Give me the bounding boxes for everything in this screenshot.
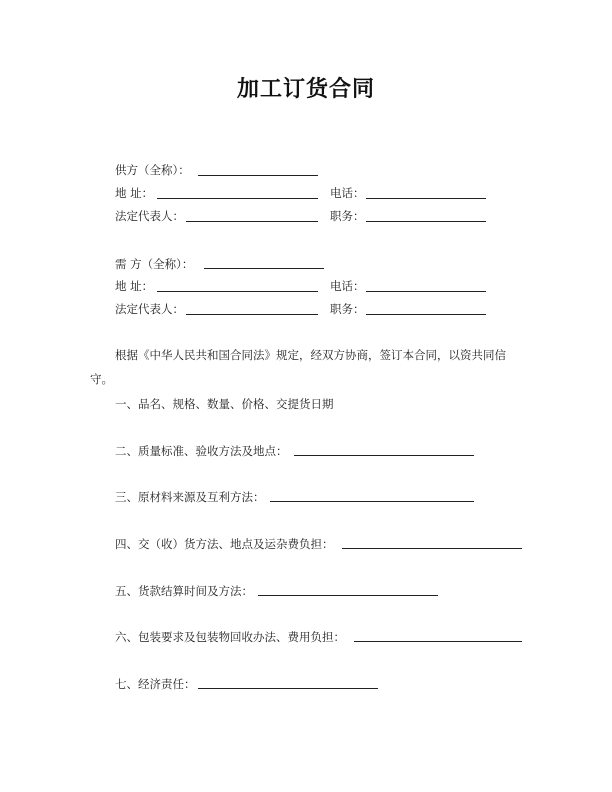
clause-1: 一、品名、规格、数量、价格、交提货日期 <box>115 397 334 411</box>
buyer-position-field[interactable] <box>366 314 486 315</box>
supplier-rep-field[interactable] <box>186 221 318 222</box>
buyer-phone-label: 电话： <box>330 279 365 293</box>
buyer-name-field[interactable] <box>204 268 324 269</box>
clause-7-field[interactable] <box>198 688 378 689</box>
buyer-name-label: 需 方（全称）： <box>115 257 194 271</box>
clause-5-field[interactable] <box>258 595 438 596</box>
document-title: 加工订货合同 <box>236 77 375 102</box>
clause-6-field[interactable] <box>354 641 522 642</box>
clause-3-field[interactable] <box>270 501 474 502</box>
supplier-name-field[interactable] <box>198 175 318 176</box>
clause-4: 四、交（收）货方法、地点及运杂费负担： <box>115 537 334 551</box>
buyer-rep-label: 法定代表人： <box>115 302 184 316</box>
supplier-address-label: 地 址： <box>115 186 154 200</box>
buyer-rep-field[interactable] <box>186 314 318 315</box>
supplier-phone-label: 电话： <box>330 186 365 200</box>
buyer-phone-field[interactable] <box>366 291 486 292</box>
clause-7: 七、经济责任： <box>115 677 196 691</box>
intro-paragraph: 根据《中华人民共和国合同法》规定，经双方协商，签订本合同，以资共同信 <box>115 348 506 362</box>
supplier-address-field[interactable] <box>157 198 318 199</box>
buyer-address-field[interactable] <box>157 291 318 292</box>
intro-paragraph-cont: 守。 <box>90 372 113 386</box>
clause-4-field[interactable] <box>342 548 522 549</box>
clause-6: 六、包装要求及包装物回收办法、费用负担： <box>115 630 345 644</box>
clause-2: 二、质量标准、验收方法及地点： <box>115 444 288 458</box>
supplier-position-label: 职务： <box>330 209 365 223</box>
clause-3: 三、原材料来源及互利方法： <box>115 490 265 504</box>
supplier-name-label: 供方（全称）： <box>115 163 190 177</box>
supplier-position-field[interactable] <box>366 221 486 222</box>
supplier-rep-label: 法定代表人： <box>115 209 184 223</box>
supplier-phone-field[interactable] <box>366 198 486 199</box>
buyer-address-label: 地 址： <box>115 279 154 293</box>
buyer-position-label: 职务： <box>330 302 365 316</box>
clause-2-field[interactable] <box>294 455 474 456</box>
clause-5: 五、货款结算时间及方法： <box>115 584 253 598</box>
